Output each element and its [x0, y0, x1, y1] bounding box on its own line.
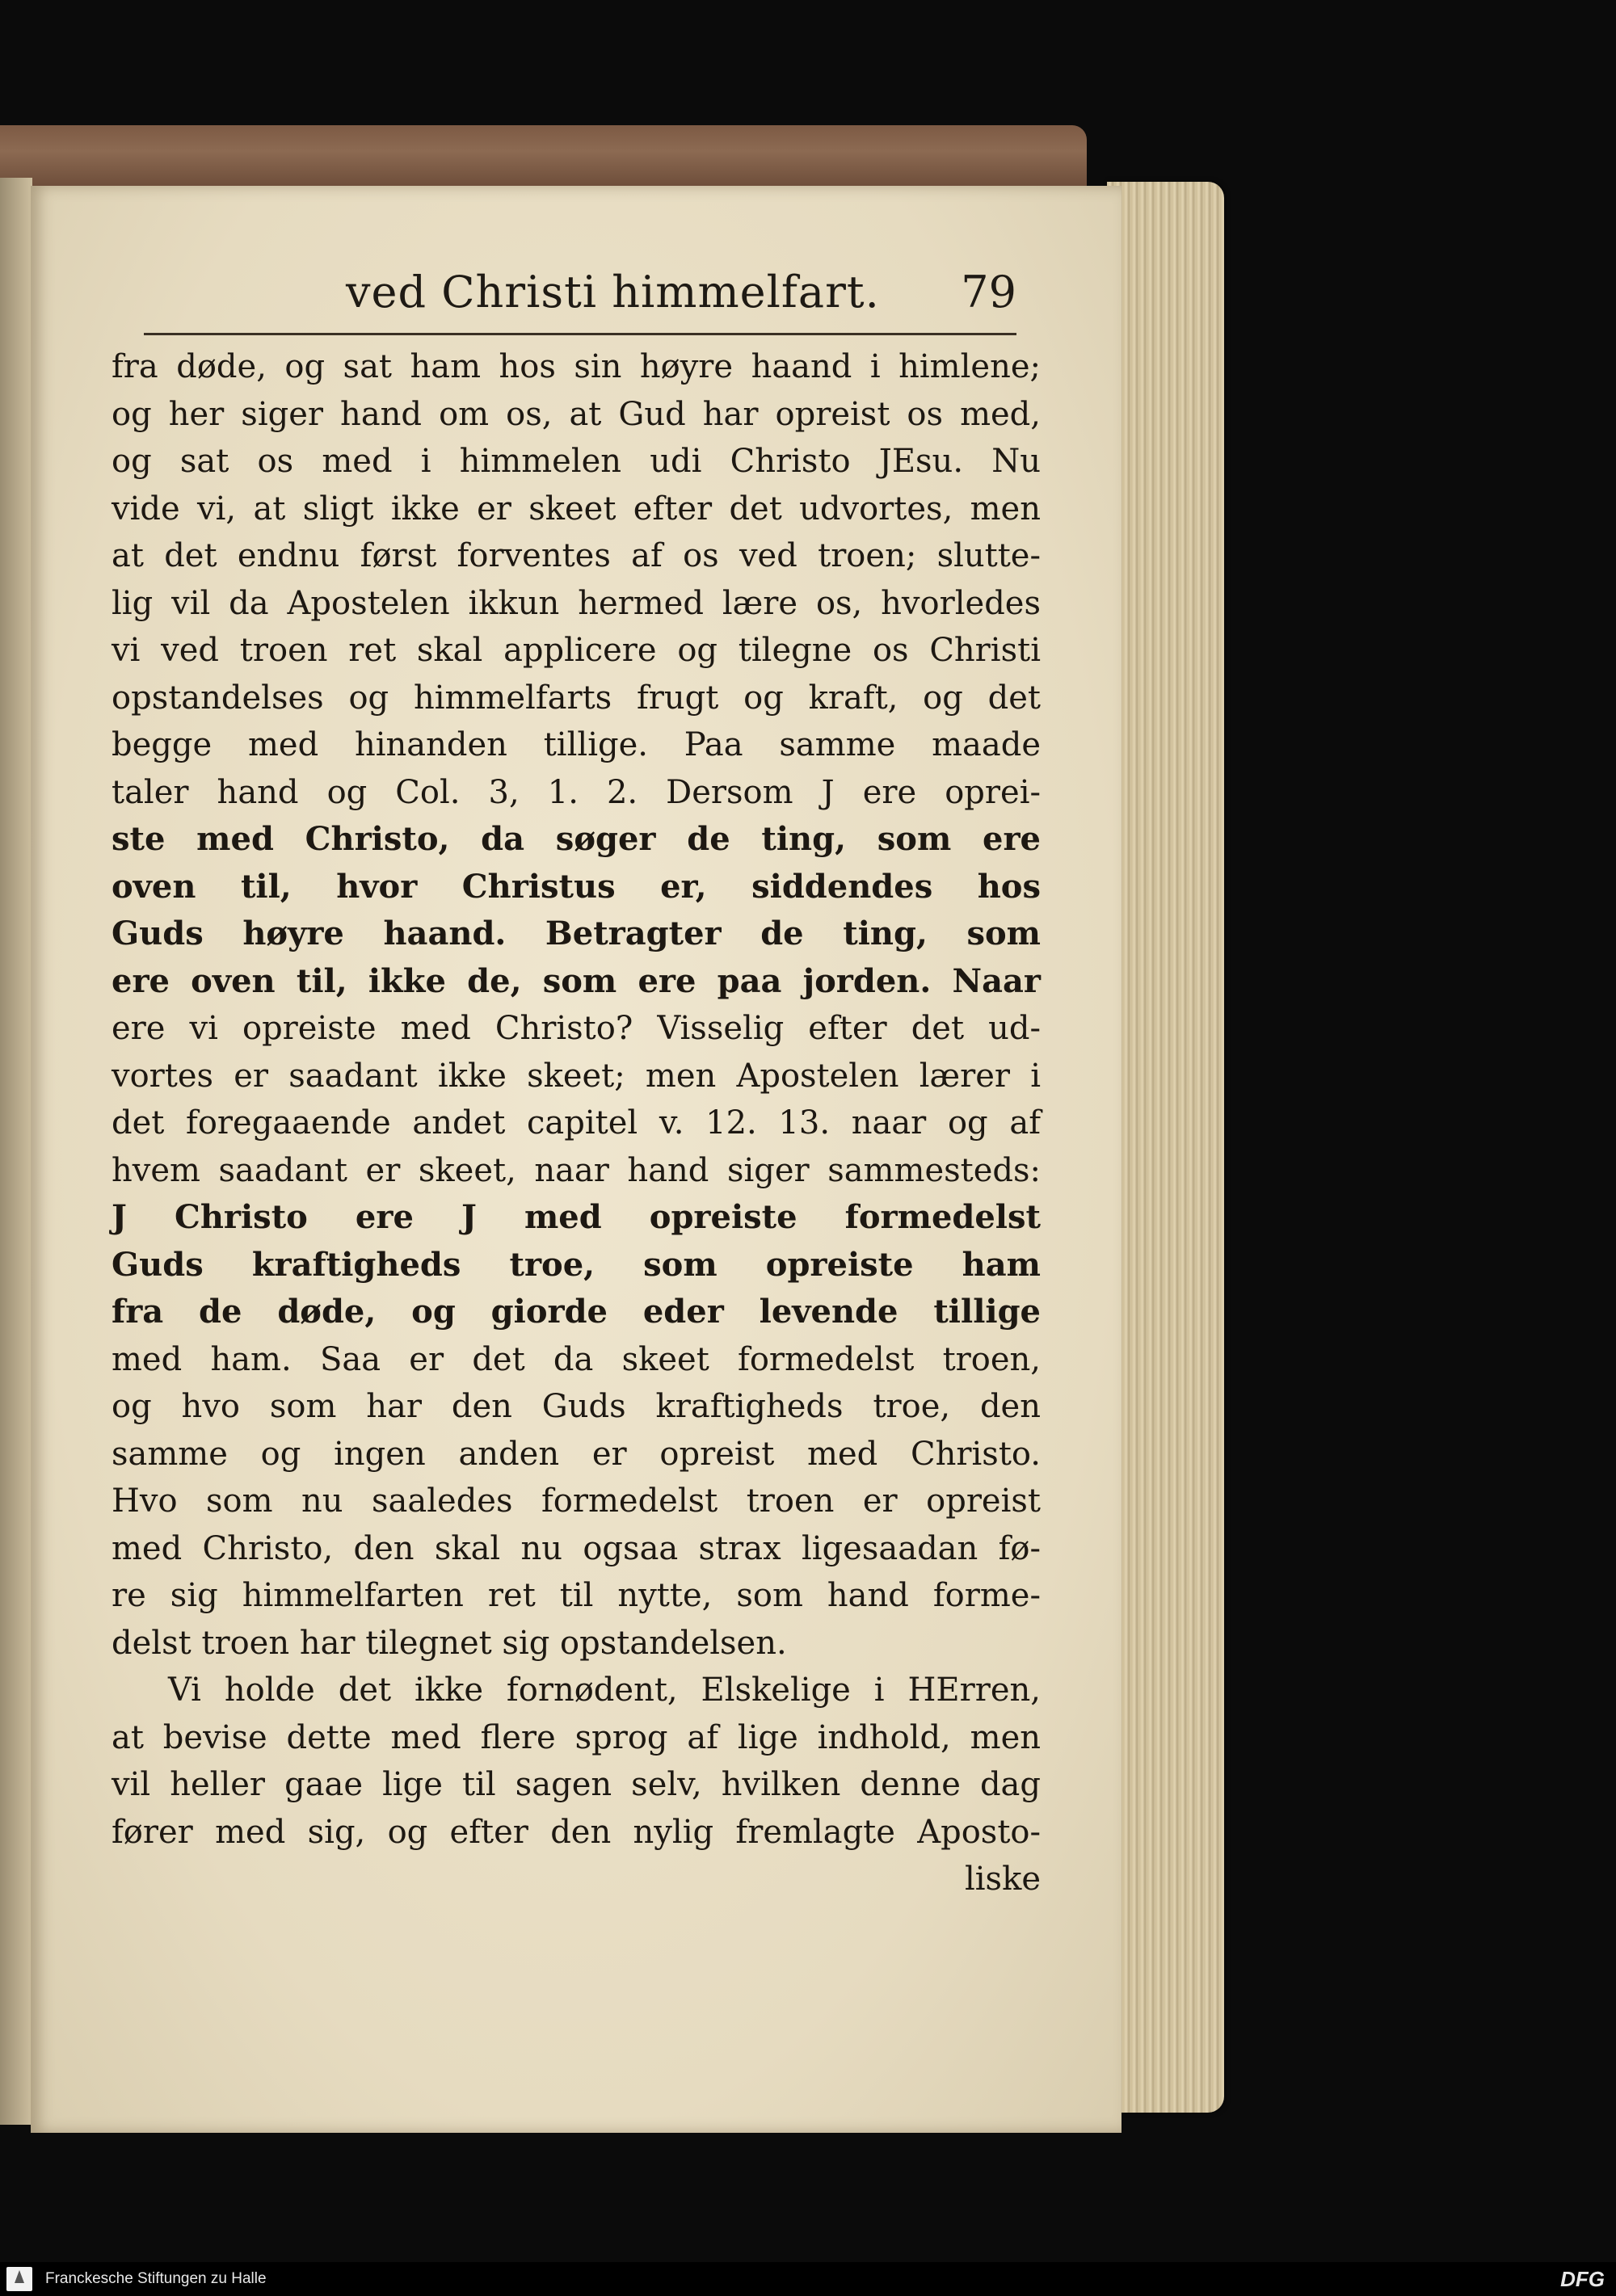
text-line: og hvo som har den Guds kraftigheds troe, den [112, 1388, 1041, 1425]
text-line: og sat os med i himmelen udi Christo JEsu. Nu [112, 443, 1041, 480]
text-line: og her siger hand om os, at Gud har opreist os med, [112, 395, 1041, 433]
text-line-scripture: ere oven til, ikke de, som ere paa jorden. Naar [112, 961, 1041, 1000]
body-text [112, 343, 1041, 1903]
text-line-scripture: oven til, hvor Christus er, siddendes hos [112, 867, 1041, 906]
text-line-scripture: Guds høyre haand. Betragter de ting, som [112, 915, 1041, 952]
text-line: lig vil da Apostelen ikkun hermed lære os, hvorledes [112, 584, 1041, 622]
text-line: vortes er saadant ikke skeet; men Apostelen lærer i [112, 1057, 1041, 1095]
catchword: liske [964, 1861, 1041, 1898]
text-line: re sig himmelfarten ret til nytte, som hand forme- [112, 1577, 1041, 1614]
institution-logo-icon [6, 2267, 32, 2291]
text-line: fra døde, og sat ham hos sin høyre haand i himlene; [112, 348, 1041, 385]
text-line: delst troen har tilegnet sig opstandelsen. [112, 1624, 787, 1662]
running-title: ved Christi himmelfart. [346, 267, 880, 317]
text-line: ere vi opreiste med Christo? Visselig efter det ud- [112, 1010, 1041, 1047]
head-rule [144, 333, 1016, 335]
text-line: samme og ingen anden er opreist med Christo. [112, 1435, 1041, 1473]
book-page [31, 186, 1122, 2133]
text-line-scripture: fra de døde, og giorde eder levende tillige [112, 1293, 1041, 1331]
text-line: Hvo som nu saaledes formedelst troen er opreist [112, 1482, 1041, 1520]
text-line: vide vi, at sligt ikke er skeet efter det udvortes, men [112, 490, 1041, 528]
text-line: fører med sig, og efter den nylig fremlagte Aposto- [112, 1813, 1041, 1851]
footer-institution: Franckesche Stiftungen zu Halle [45, 2270, 267, 2287]
text-line: vi ved troen ret skal applicere og tilegne os Christi [112, 632, 1041, 669]
text-line: hvem saadant er skeet, naar hand siger sammesteds: [112, 1151, 1041, 1189]
text-line: Vi holde det ikke fornødent, Elskelige i HErren, [168, 1672, 1041, 1709]
text-line: at bevise dette med flere sprog af lige indhold, men [112, 1718, 1041, 1756]
text-line: med ham. Saa er det da skeet formedelst troen, [112, 1340, 1041, 1378]
text-line: vil heller gaae lige til sagen selv, hvilken denne dag [112, 1766, 1041, 1803]
book-cover-edge [0, 125, 1087, 190]
text-line: at det endnu først forventes af os ved troen; slutte- [112, 537, 1041, 574]
text-line-scripture: Guds kraftigheds troe, som opreiste ham [112, 1245, 1041, 1284]
running-head [144, 267, 1016, 339]
text-line: taler hand og Col. 3, 1. 2. Dersom J ere oprei- [112, 773, 1041, 811]
page-number: 79 [961, 267, 1016, 317]
text-line: begge med hinanden tillige. Paa samme maade [112, 726, 1041, 763]
text-line-scripture: J Christo ere J med opreiste formedelst [112, 1198, 1041, 1236]
footer-bar [0, 2262, 1616, 2296]
dfg-logo: DFG [1560, 2267, 1605, 2291]
text-line: det foregaaende andet capitel v. 12. 13. naar og af [112, 1104, 1041, 1142]
page-stack-edge [1107, 182, 1224, 2113]
text-line: opstandelses og himmelfarts frugt og kraft, og det [112, 679, 1041, 717]
facing-page-edge [0, 178, 32, 2125]
text-line: med Christo, den skal nu ogsaa strax ligesaadan fø- [112, 1529, 1041, 1567]
text-line-scripture: ste med Christo, da søger de ting, som ere [112, 820, 1041, 858]
